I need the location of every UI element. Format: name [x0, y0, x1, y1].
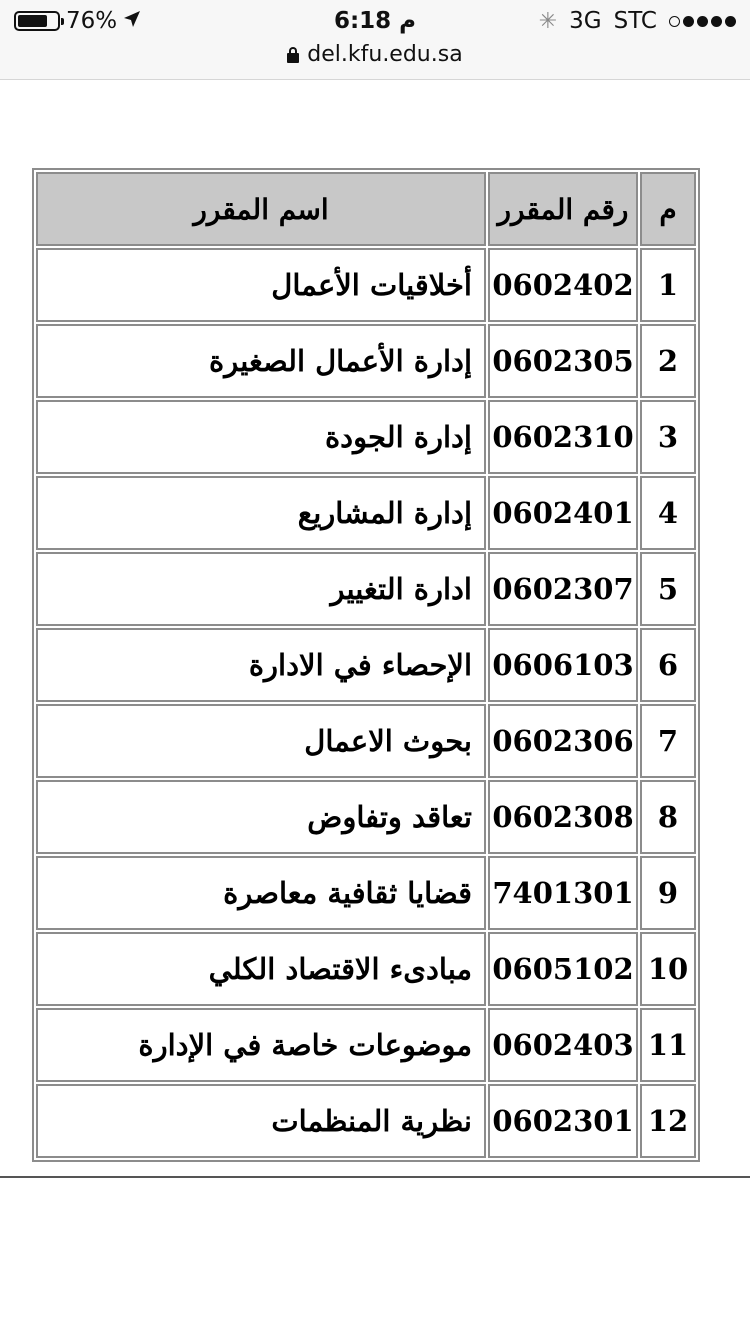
table-row: [36, 324, 696, 398]
course-name: موضوعات خاصة في الإدارة: [36, 1008, 486, 1082]
signal-dot: [683, 16, 694, 27]
course-name: قضايا ثقافية معاصرة: [36, 856, 486, 930]
table-header-row: [36, 172, 696, 246]
signal-dot: [711, 16, 722, 27]
signal-dot: [725, 16, 736, 27]
row-number: 10: [640, 932, 696, 1006]
course-code: 0602307: [488, 552, 638, 626]
table-row: [36, 552, 696, 626]
course-name: أخلاقيات الأعمال: [36, 248, 486, 322]
row-number: 12: [640, 1084, 696, 1158]
row-number: 9: [640, 856, 696, 930]
status-right: [539, 6, 736, 36]
course-code: 0602310: [488, 400, 638, 474]
row-number: 2: [640, 324, 696, 398]
row-number: 5: [640, 552, 696, 626]
carrier-name: STC: [613, 8, 657, 34]
table-body: [36, 248, 696, 1158]
course-code: 0602308: [488, 780, 638, 854]
signal-dot: [669, 16, 680, 27]
table-row: [36, 856, 696, 930]
table-row: [36, 476, 696, 550]
course-name: تعاقد وتفاوض: [36, 780, 486, 854]
course-name: إدارة الأعمال الصغيرة: [36, 324, 486, 398]
battery-percent: 76%: [66, 8, 118, 34]
table-row: [36, 248, 696, 322]
course-name: الإحصاء في الادارة: [36, 628, 486, 702]
section-divider: [0, 1176, 750, 1178]
header-num: م: [640, 172, 696, 246]
row-number: 7: [640, 704, 696, 778]
course-code: 0602305: [488, 324, 638, 398]
course-code: 0602403: [488, 1008, 638, 1082]
table-row: [36, 1008, 696, 1082]
row-number: 4: [640, 476, 696, 550]
courses-table: [32, 168, 700, 1162]
course-code: 7401301: [488, 856, 638, 930]
status-bar: [0, 0, 750, 80]
course-name: مبادىء الاقتصاد الكلي: [36, 932, 486, 1006]
lock-icon: [287, 47, 299, 63]
header-code: رقم المقرر: [488, 172, 638, 246]
row-number: 1: [640, 248, 696, 322]
course-name: إدارة المشاريع: [36, 476, 486, 550]
course-code: 0602301: [488, 1084, 638, 1158]
course-code: 0606103: [488, 628, 638, 702]
status-time: 6:18 م: [333, 8, 417, 34]
signal-dot: [697, 16, 708, 27]
table-row: [36, 932, 696, 1006]
course-name: بحوث الاعمال: [36, 704, 486, 778]
course-code: 0602401: [488, 476, 638, 550]
row-number: 11: [640, 1008, 696, 1082]
header-name: اسم المقرر: [36, 172, 486, 246]
table-row: [36, 1084, 696, 1158]
course-name: ادارة التغيير: [36, 552, 486, 626]
network-type: 3G: [569, 8, 602, 34]
course-code: 0602402: [488, 248, 638, 322]
row-number: 6: [640, 628, 696, 702]
row-number: 8: [640, 780, 696, 854]
url-text: del.kfu.edu.sa: [307, 42, 463, 67]
table-row: [36, 780, 696, 854]
row-number: 3: [640, 400, 696, 474]
truncated-text: [20, 1318, 730, 1334]
table-row: [36, 400, 696, 474]
course-name: نظرية المنظمات: [36, 1084, 486, 1158]
table-row: [36, 628, 696, 702]
table-row: [36, 704, 696, 778]
course-name: إدارة الجودة: [36, 400, 486, 474]
signal-strength-icon: [669, 16, 736, 27]
course-code: 0605102: [488, 932, 638, 1006]
address-bar[interactable]: [0, 40, 750, 70]
network-activity-spinner-icon: ✳: [538, 8, 558, 34]
course-code: 0602306: [488, 704, 638, 778]
